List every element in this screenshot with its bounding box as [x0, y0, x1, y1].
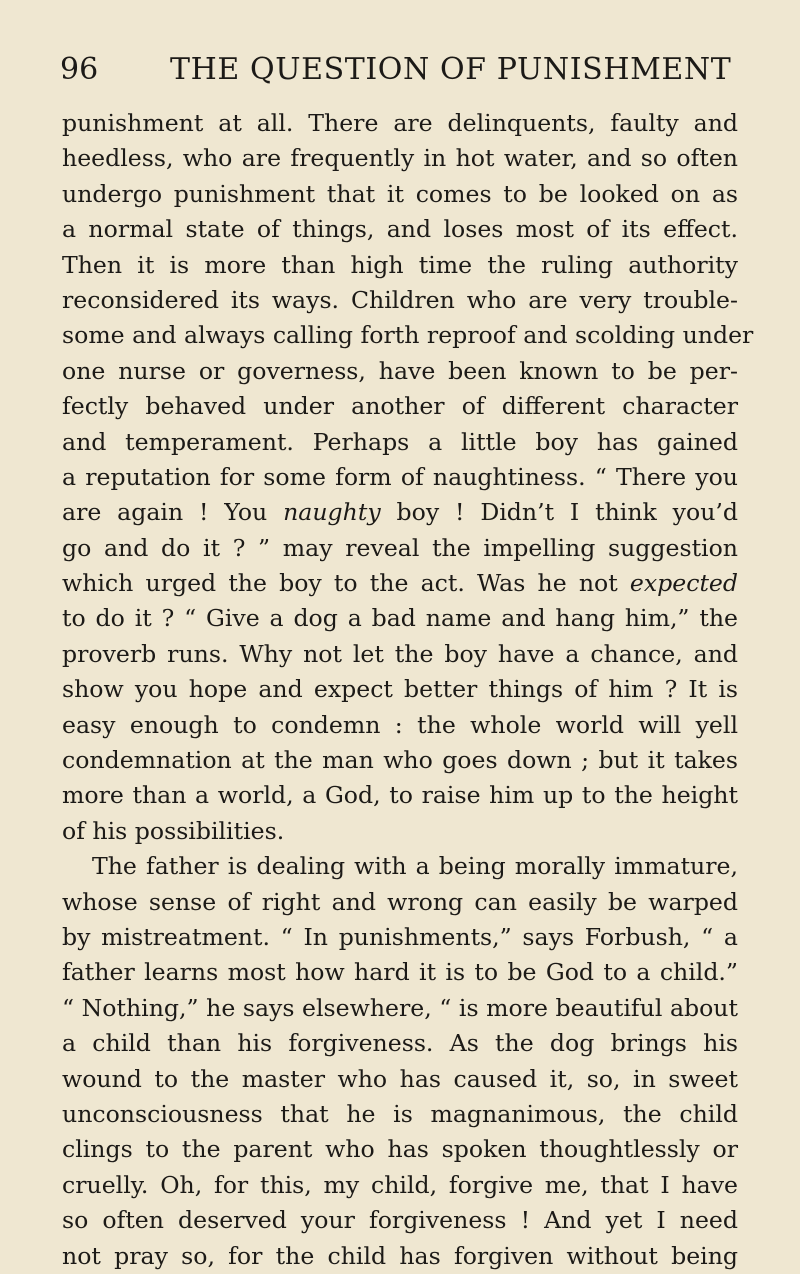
text-line — [62, 566, 738, 601]
text-line: reconsidered its ways. Children who are very trouble- — [62, 285, 738, 314]
running-head: THE QUESTION OF PUNISHMENT — [170, 52, 732, 87]
text-line: a reputation for some form of naughtiness. “ There you — [62, 462, 738, 491]
text-line: fectly behaved under another of different character — [62, 392, 738, 421]
text-segment: boy ! Didn’t I think you’d — [380, 498, 738, 527]
text-line: not pray so, for the child has forgiven without being — [62, 1241, 738, 1270]
text-line: Then it is more than high time the ruling authority — [62, 250, 738, 279]
body-text — [62, 106, 754, 1274]
text-line: some and always calling forth reproof and scolding under — [62, 321, 754, 350]
text-line: wound to the master who has caused it, so, in sweet — [62, 1064, 738, 1093]
text-line: father learns most how hard it is to be God to a child.” — [62, 958, 738, 987]
text-line: to do it ? “ Give a dog a bad name and hang him,” the — [62, 604, 738, 633]
italic-word: expected — [629, 569, 738, 598]
text-line: cruelly. Oh, for this, my child, forgive me, that I have — [62, 1170, 738, 1199]
text-line: proverb runs. Why not let the boy have a chance, and — [62, 639, 738, 668]
text-line: heedless, who are frequently in hot water, and so often — [62, 144, 738, 173]
text-line: whose sense of right and wrong can easily be warped — [62, 887, 738, 916]
text-line: punishment at all. There are delinquents, faulty and — [62, 109, 738, 137]
paragraph-start-line: The father is dealing with a being morally immature, — [92, 852, 738, 881]
text-line — [62, 495, 738, 530]
text-line: and temperament. Perhaps a little boy has gained — [62, 427, 738, 456]
text-line: clings to the parent who has spoken thoughtlessly or — [62, 1135, 738, 1164]
text-segment: are again ! You — [62, 498, 284, 527]
text-line: unconsciousness that he is magnanimous, the child — [62, 1099, 738, 1128]
text-line: by mistreatment. “ In punishments,” says Forbush, “ a — [62, 922, 738, 951]
paragraph-end-line: of his possibilities. — [62, 816, 285, 845]
page-number: 96 — [60, 52, 99, 87]
page-header — [60, 50, 740, 90]
text-line: easy enough to condemn : the whole world will yell — [62, 710, 738, 739]
text-line: so often deserved your forgiveness ! And yet I need — [62, 1206, 738, 1235]
text-line: undergo punishment that it comes to be looked on as — [62, 179, 738, 208]
text-line: “ Nothing,” he says elsewhere, “ is more beautiful about — [62, 993, 738, 1022]
text-line: condemnation at the man who goes down ; but it takes — [62, 746, 738, 775]
italic-word: naughty — [283, 498, 381, 527]
text-line: a normal state of things, and loses most of its effect. — [62, 215, 738, 244]
text-line: more than a world, a God, to raise him up to the height — [62, 781, 738, 810]
text-line: go and do it ? ” may reveal the impelling suggestion — [62, 533, 738, 562]
text-line: one nurse or governess, have been known to be per- — [62, 356, 738, 385]
text-line: a child than his forgiveness. As the dog brings his — [62, 1029, 738, 1058]
text-segment: which urged the boy to the act. Was he not — [62, 569, 630, 598]
text-line: show you hope and expect better things of him ? It is — [62, 675, 738, 704]
